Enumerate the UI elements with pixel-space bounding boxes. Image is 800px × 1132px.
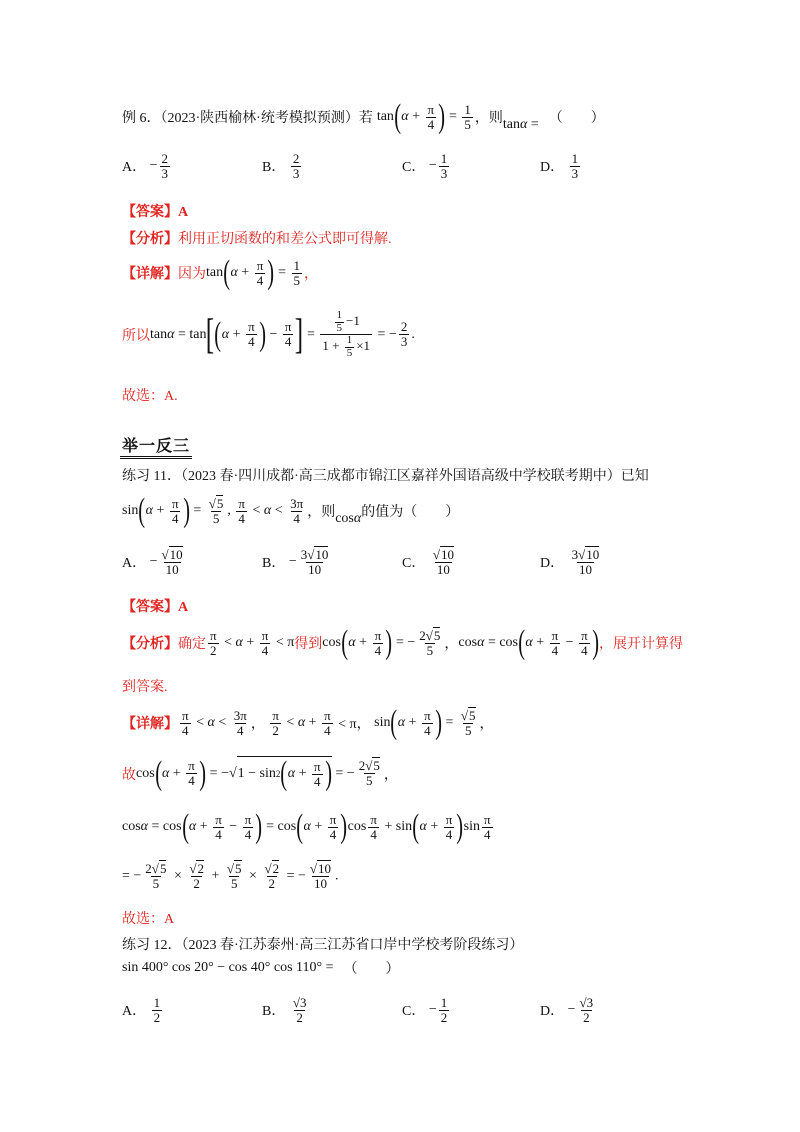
example6-choose: 故选：A. [122,389,178,404]
ex12-expr: sin 400° cos 20° − cos 40° cos 110° = [122,960,334,975]
ex12-question [122,958,400,978]
example6-analysis: 【分析】 利用正切函数的和差公式即可得解. [122,232,392,247]
example6-then: ，则 [474,111,503,126]
ex11-title: 练习 11．（2023 春·四川成都·高三成都市锦江区嘉祥外国语高级中学校联考期中）已知 [122,469,649,484]
ex12-option-c: C． − $\frac{1}{2}$ [402,995,448,1025]
ex11-option-c: C． $\frac{√10}{10}$ [402,547,454,577]
ex12-option-a: A． $\frac{1}{2}$ [122,995,161,1025]
ex11-question: sin ( α + $\frac{\pi}{4}$ ) = $\frac{√5}{5}$ , $\frac{\pi}{4}$ < α < $\frac{3\pi}{4}$ ，则 cosα 的值为（ ） [122,492,460,529]
example6-blank: （ ） [548,111,605,126]
ex12-blank: （ ） [343,962,400,977]
ex11-value-of: 的值为（ ） [361,505,460,520]
ex11-option-d: D． $\frac{3√10}{10}$ [540,547,600,577]
example6-prefix: 例 6．（2023·陕西榆林·统考模拟预测）若 [122,111,373,126]
example6-option-b: B． $\frac{2}{3}$ [262,151,300,181]
ex12-option-b: B． $\frac{√3}{2}$ [262,995,307,1025]
ex11-analysis-cont: 到答案. [122,680,168,695]
ex11-detail: 【详解】 $\frac{\pi}{4}$ < α < $\frac{3\pi}{4}$ ， $\frac{\pi}{2}$ < α + $\frac{\pi}{4}$ < π， sin ( α + $\frac{\pi}{4}$ ) = $\frac{√5}{5}$ ， [122,704,494,741]
example6-option-a: A． − $\frac{2}{3}$ [122,151,169,181]
example6-detail: 【详解】 因为 tan ( α + $\frac{\pi}{4}$ ) = $\frac{1}{5}$ ， [122,254,319,291]
ex11-step-3: = − $\frac{2√5}{5}$ × $\frac{√2}{2}$ + $\frac{√5}{5}$ × $\frac{√2}{2}$ = − $\frac{√10}{10}$ . [122,861,339,891]
ex12-option-d: D． − $\frac{√3}{2}$ [540,995,594,1025]
ex11-analysis: 【分析】 确定 $\frac{\pi}{2}$ < α + $\frac{\pi}{4}$ < π 得到 cos ( α + $\frac{\pi}{4}$ ) = − $\frac{2√5}{5}$ ， cosα = cos ( α + $\frac{\pi}{4}$ − $\frac{\pi}{4}$ ) ，展开计算得 [122,624,683,661]
ex12-title: 练习 12．（2023 春·江苏泰州·高三江苏省口岸中学校考阶段练习） [122,938,524,953]
example6-derivation: 所以 tanα = tan [ ( α + $\frac{\pi}{4}$ ) − $\frac{\pi}{4}$ ] = $\frac{1}{5}$ −1 1 + $\frac{1}{5}$ ×1 = − $\frac{2}{3}$ . [122,309,415,359]
section-title: 举一反三 [120,433,192,459]
example6-option-d: D． $\frac{1}{3}$ [540,151,579,181]
ex11-choose: 故选：A [122,912,175,927]
ex11-answer: 【答案】A [122,600,189,615]
ex11-option-a: A． − $\frac{√10}{10}$ [122,547,183,577]
ex11-then: ，则 [307,505,336,520]
ex11-step-1: 故 cos ( α + $\frac{\pi}{4}$ ) = −√ 1 − sin 2 ( α + $\frac{\pi}{4}$ ) = − $\frac{2√5}{5}$ ， [122,754,398,792]
example6-question: 例 6．（2023·陕西榆林·统考模拟预测）若 tan ( α + $\frac{\pi}{4}$ ) = $\frac{1}{5}$ ，则 tanα = （ ） [122,98,605,135]
example6-answer: 【答案】A [122,205,189,220]
ex11-option-b: B． − $\frac{3√10}{10}$ [262,547,329,577]
example6-option-c: C． − $\frac{1}{3}$ [402,151,448,181]
ex11-step-2: cosα = cos ( α + $\frac{\pi}{4}$ − $\frac{\pi}{4}$ ) = cos ( α + $\frac{\pi}{4}$ ) cos $\frac{\pi}{4}$ + sin ( α + $\frac{\pi}{4}$ ) sin $\frac{\pi}{4}$ [122,808,491,845]
